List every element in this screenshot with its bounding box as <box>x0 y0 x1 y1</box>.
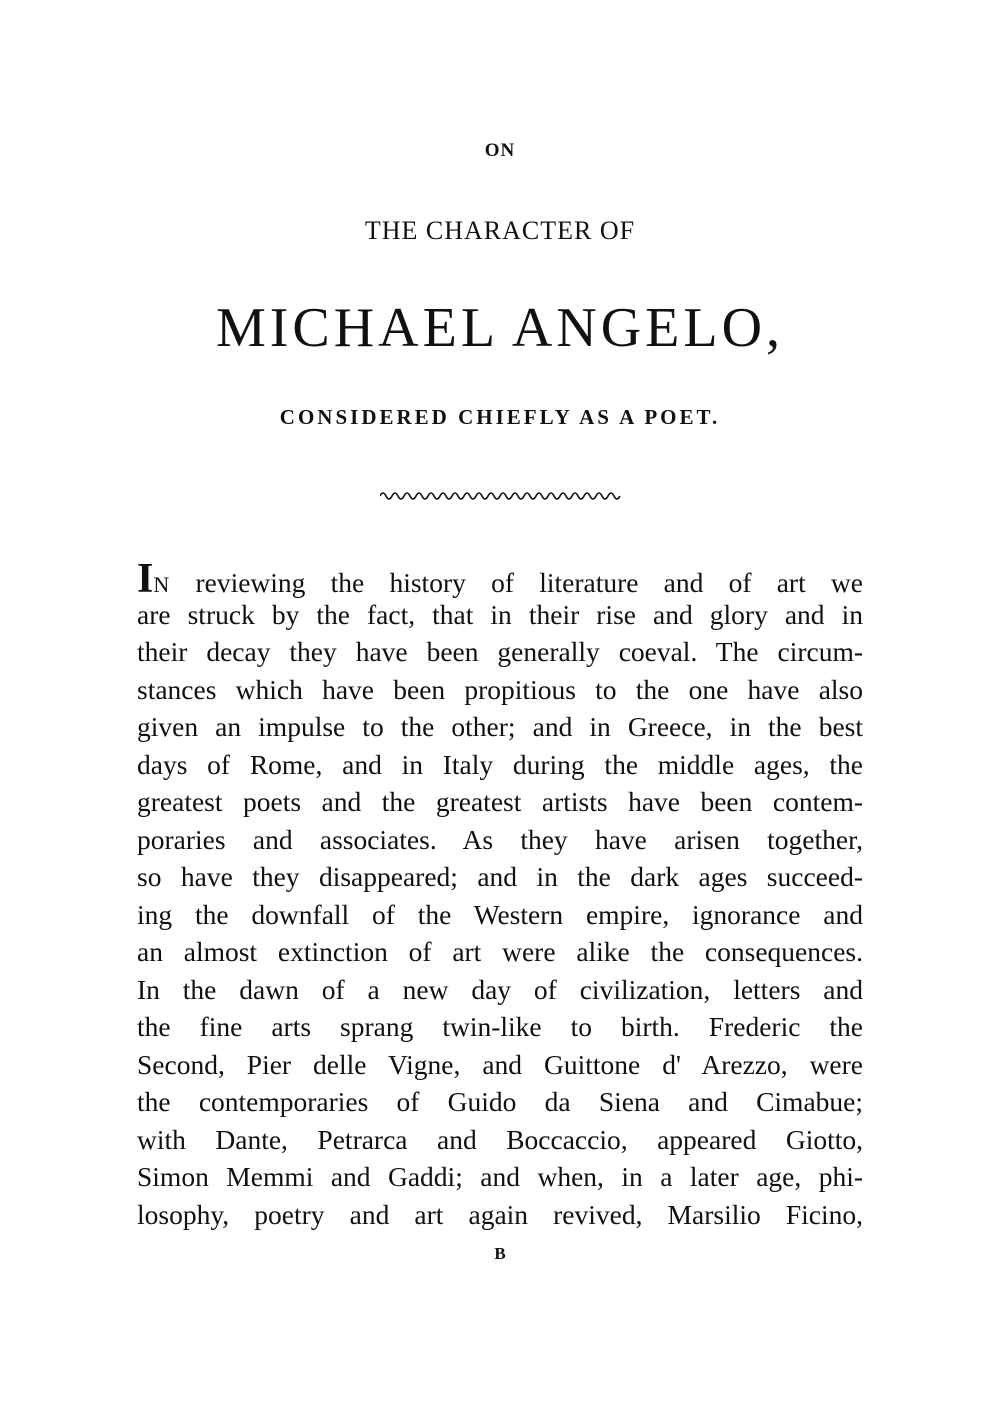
body-line: ing the downfall of the Western empire, ignorance and <box>137 898 863 930</box>
wavy-rule-ornament-icon <box>380 488 622 504</box>
page-title: MICHAEL ANGELO, <box>215 297 785 359</box>
heading-the-character-of: THE CHARACTER OF <box>364 216 636 245</box>
signature-mark: B <box>494 1244 506 1263</box>
body-line: so have they disappeared; and in the dark ages succeed- <box>137 861 863 892</box>
body-line: given an impulse to the other; and in Greece, in the best <box>137 711 863 742</box>
body-line-first <box>137 556 863 602</box>
body-line: with Dante, Petrarca and Boccaccio, appeared Giotto, <box>137 1123 863 1155</box>
subtitle: CONSIDERED CHIEFLY AS A POET. <box>279 405 721 429</box>
drop-cap: I <box>137 556 154 602</box>
body-text <box>137 558 863 1233</box>
body-line: Second, Pier delle Vigne, and Guittone d' Arezzo, were <box>137 1048 863 1080</box>
body-line: poraries and associates. As they have arisen together, <box>137 823 863 855</box>
body-line: stances which have been propitious to the one have also <box>137 673 863 705</box>
heading-on: ON <box>484 140 516 161</box>
body-line: Simon Memmi and Gaddi; and when, in a later age, phi- <box>137 1161 863 1192</box>
first-word-rest: N <box>153 572 171 597</box>
body-line: an almost extinction of art were alike the consequences. <box>137 936 863 967</box>
body-line: their decay they have been generally coeval. The circum- <box>137 636 863 667</box>
body-line: losophy, poetry and art again revived, Marsilio Ficino, <box>137 1198 863 1230</box>
body-line: days of Rome, and in Italy during the middle ages, the <box>137 748 863 780</box>
first-line-rest: reviewing the history of literature and of art we <box>170 567 863 598</box>
body-line: the fine arts sprang twin-like to birth. Frederic the <box>137 1011 863 1042</box>
body-line: In the dawn of a new day of civilization, letters and <box>137 973 863 1005</box>
body-line: are struck by the fact, that in their rise and glory and in <box>137 598 863 630</box>
body-line: greatest poets and the greatest artists have been contem- <box>137 786 863 817</box>
body-line: the contemporaries of Guido da Siena and Cimabue; <box>137 1086 863 1117</box>
